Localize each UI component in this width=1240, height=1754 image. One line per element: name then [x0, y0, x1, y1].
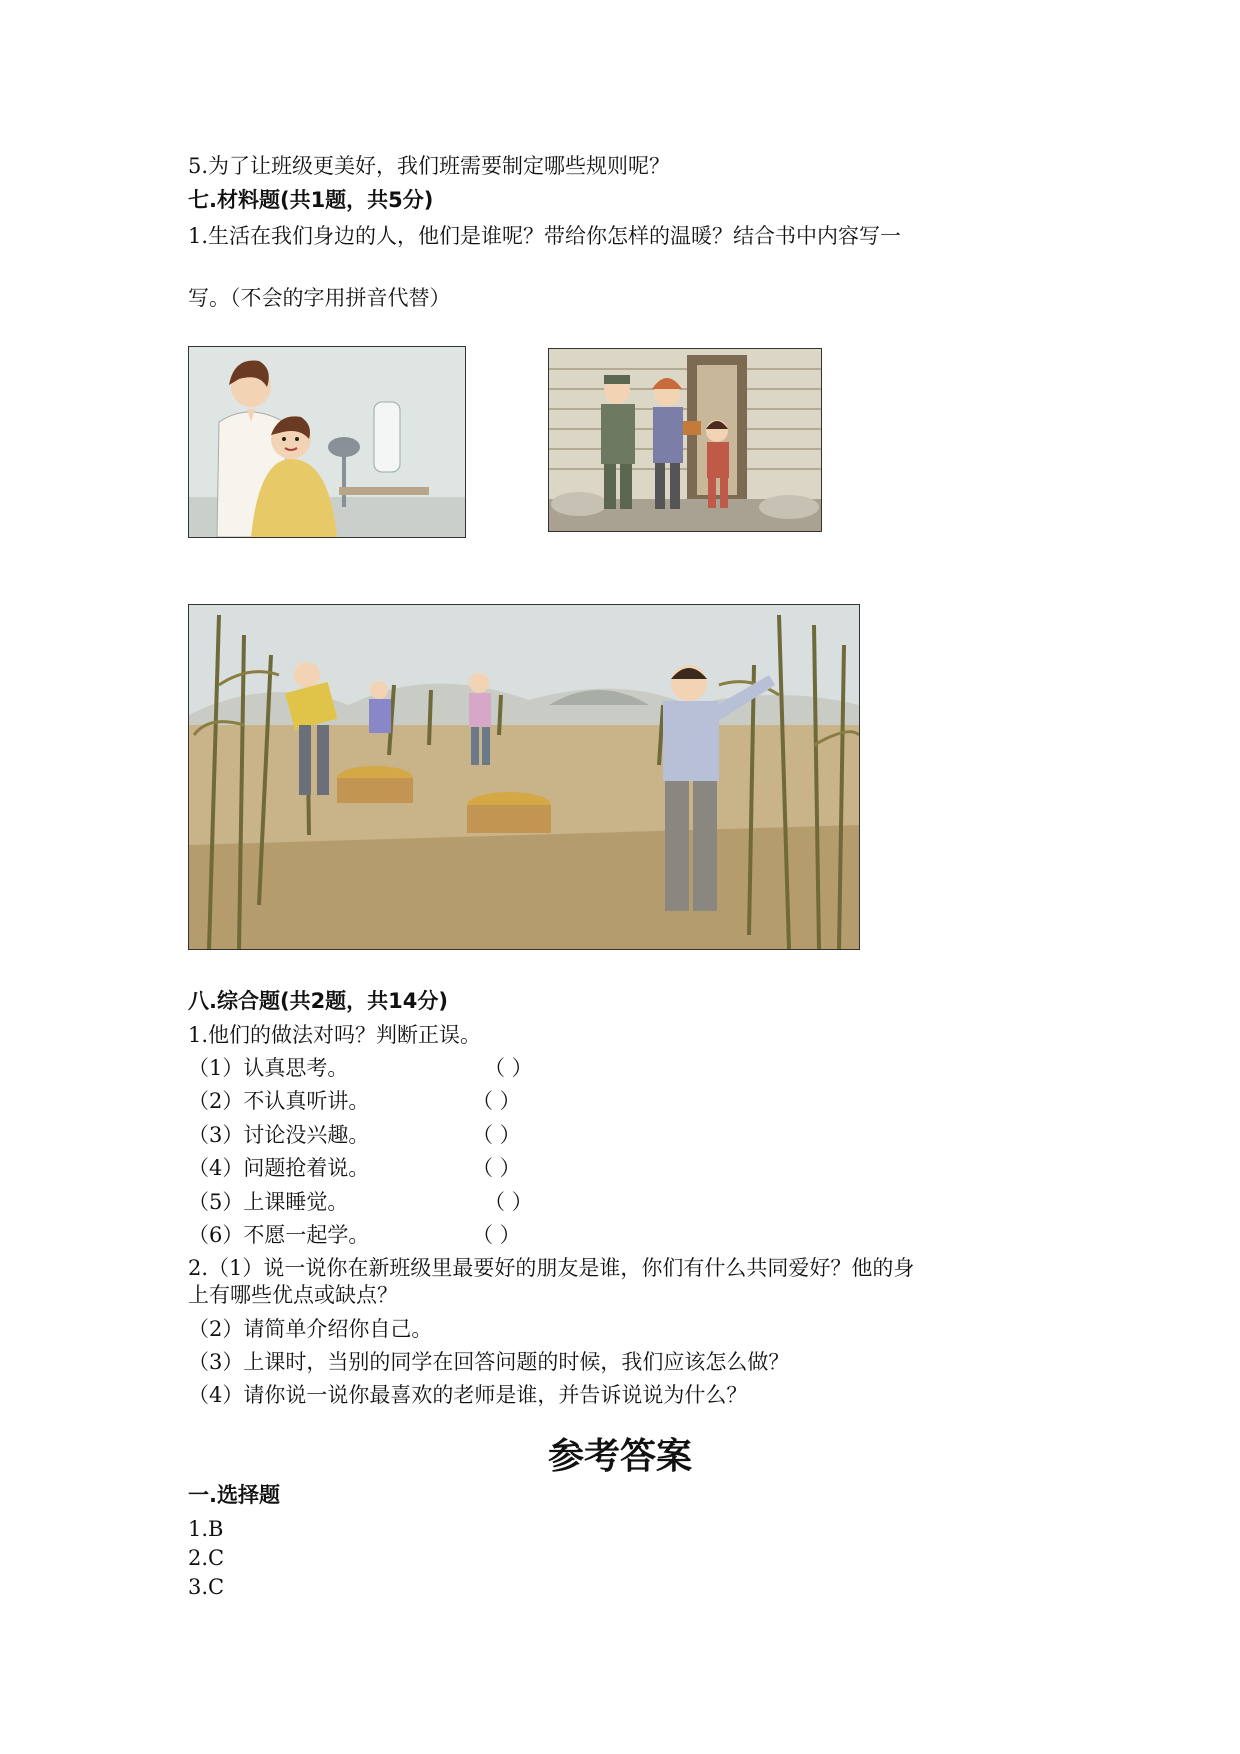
- section-8-question-2-part-2: （2）请简单介绍你自己。: [188, 1317, 433, 1341]
- answer-item-2: 2.C: [188, 1546, 225, 1570]
- section-8-question-2-line-2: 上有哪些优点或缺点？: [188, 1283, 398, 1307]
- postman-illustration: [548, 348, 822, 532]
- answer-blank-2[interactable]: （ ）: [472, 1089, 521, 1113]
- answers-title: 参考答案: [547, 1436, 692, 1477]
- section-7-question-1-line-1: 1.生活在我们身边的人，他们是谁呢？带给你怎样的温暖？结合书中内容写一: [188, 224, 902, 248]
- section-8-question-1: 1.他们的做法对吗？判断正误。: [188, 1023, 482, 1047]
- section-8-heading: 八.综合题(共2题，共14分): [188, 989, 449, 1013]
- answer-item-3: 3.C: [188, 1575, 225, 1599]
- question-5: 5.为了让班级更美好，我们班需要制定哪些规则呢？: [188, 154, 671, 178]
- judgement-item-4: （4）问题抢着说。: [188, 1156, 370, 1180]
- answer-blank-6[interactable]: （ ）: [472, 1223, 521, 1247]
- judgement-item-2: （2）不认真听讲。: [188, 1089, 370, 1113]
- judgement-item-5: （5）上课睡觉。: [188, 1190, 349, 1214]
- section-7-heading: 七.材料题(共1题，共5分): [188, 188, 434, 212]
- corn-harvest-illustration: [188, 604, 860, 950]
- judgement-item-1: （1）认真思考。: [188, 1056, 349, 1080]
- answer-blank-5[interactable]: （ ）: [484, 1190, 533, 1214]
- answer-blank-1[interactable]: （ ）: [484, 1056, 533, 1080]
- judgement-item-6: （6）不愿一起学。: [188, 1223, 370, 1247]
- answer-blank-3[interactable]: （ ）: [472, 1123, 521, 1147]
- answer-blank-4[interactable]: （ ）: [472, 1156, 521, 1180]
- section-8-question-2-line-1: 2.（1）说一说你在新班级里最要好的朋友是谁，你们有什么共同爱好？他的身: [188, 1256, 915, 1280]
- section-8-question-2-part-4: （4）请你说一说你最喜欢的老师是谁，并告诉说说为什么？: [188, 1383, 748, 1407]
- judgement-item-3: （3）讨论没兴趣。: [188, 1123, 370, 1147]
- barber-illustration: [188, 346, 466, 538]
- section-8-question-2-part-3: （3）上课时，当别的同学在回答问题的时候，我们应该怎么做？: [188, 1350, 790, 1374]
- answers-section-1-heading: 一.选择题: [188, 1483, 280, 1507]
- section-7-question-1-line-2: 写。（不会的字用拼音代替）: [188, 286, 451, 310]
- answer-item-1: 1.B: [188, 1517, 224, 1541]
